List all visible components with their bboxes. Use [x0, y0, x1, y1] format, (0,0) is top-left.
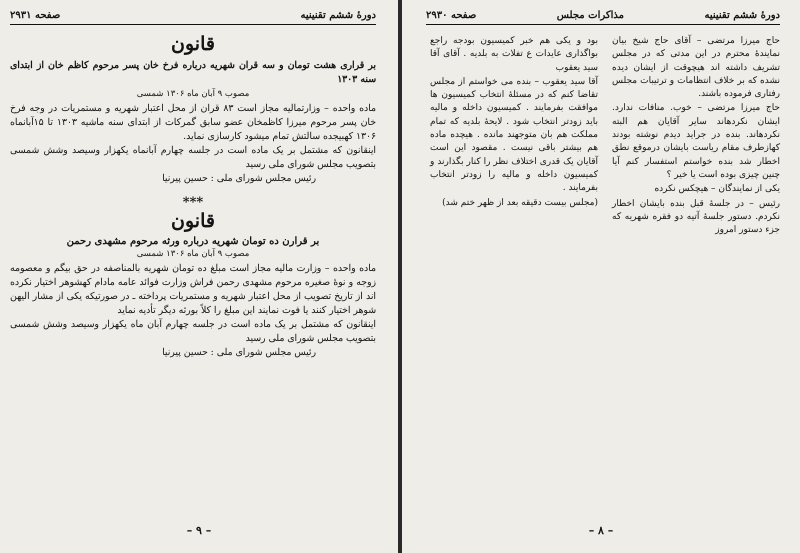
law1-subtitle: بر قراری هشت تومان و سه قران شهریه درباره فرخ خان پسر مرحوم کاظم خان از ابتدای سنه ۱۳۰۳: [10, 60, 376, 85]
law2-closing: اینقانون که مشتمل بر یک ماده است در جلسه چهارم آبان ماه یکهزار وسیصد وشش شمسی بتصویب مجلس شورای ملی رسید: [10, 319, 376, 344]
law2-signature: رئیس مجلس شورای ملی : حسین پیرنیا: [162, 347, 316, 358]
page-number-right: – ۸ –: [588, 524, 614, 537]
law1-closing: اینقانون که مشتمل بر یک ماده است در جلسه چهارم آبانماه یکهزار وسیصد وشش شمسی بتصویب مجلس شورای ملی رسید: [10, 145, 376, 170]
law2-title: قانون: [171, 210, 215, 232]
law1-title: قانون: [171, 33, 215, 55]
law1-signature: رئیس مجلس شورای ملی : حسین پیرنیا: [162, 173, 316, 184]
paragraph: بود و یکی هم خبر کمیسیون بودجه راجع بواگذاری عایدات ع تفلات به بلدیه . آقای آقا سید یعقوب: [430, 36, 598, 73]
header-proceedings-title: مذاکرات مجلس: [556, 9, 625, 21]
column-right: [612, 35, 780, 238]
paragraph: آقا سید یعقوب – بنده می خواستم از مجلس تقاضا کنم که در مسئلهٔ انتخاب کمیسیون ها موافقت بفرمایند . کمیسیون داخله و مالیه باید زودتر انتخاب شود . لایحهٔ بلدیه که تمام مملکت هم بان متوجهند مانده . هیچده ماده هم بیشتر باقی نیست . مقصود این است آقایان یک قدری اختلاف نظر را کنار بگذارند و کمیسیون داخله و مالیه را زودتر انتخاب بفرمایند .: [430, 76, 598, 194]
header-session-title: دورهٔ ششم تقنینیه: [300, 9, 376, 21]
two-column-text: [426, 35, 780, 238]
paragraph: حاج میرزا مرتضی – آقای حاج شیخ بیان نمایندهٔ محترم در این مدتی که در مجلس تشریف داشته اند هیچوقت از ایشان دیده نشده که بر خلاف انتظامات و ترتیبات مجلس رفتاری فرموده باشند.: [612, 36, 780, 100]
paragraph: یکی از نمایندگان – هیچکس نکرده: [654, 184, 780, 195]
left-page: [0, 0, 398, 553]
running-header-left-page: [10, 8, 376, 25]
paragraph: رئیس – در جلسهٔ قبل بنده بایشان اخطار نکردم. دستور جلسهٔ آتیه دو فقره شهریه که جزء دستور امروز: [612, 198, 780, 236]
session-closing-note: (مجلس بیست دقیقه بعد از ظهر ختم شد): [442, 197, 598, 208]
column-left: [430, 35, 598, 238]
law2-date: مصوب ۹ آبان ماه ۱۳۰۶ شمسی: [136, 249, 250, 259]
header-session-title: دورهٔ ششم تقنینیه: [704, 9, 780, 21]
paragraph: حاج میرزا مرتضی – خوب. منافات ندارد. ایشان نکردهاند سایر آقایان هم البته نکردهاند. بنده در جراید دیدم نوشته بودند کهازطرف مقام ریاست بایشان درموقع نطق اخطار شد بنده خواستم استفسار کنم آیا چنین چیزی بوده است یا خیر ؟: [612, 103, 780, 180]
law2-body: ماده واحده – وزارت مالیه مجاز است مبلغ ده تومان شهریه بالمناصفه در حق بیگم و معصومه زوجه و نوهٔ صغیره مرحوم مشهدی رحمن فراش وزارت فوائد عامه مادام کهشوهر اختیار نکرده اند از تاریخ تصویب از محل اعتبار شهریه و مستمریات پرداخته ـ در صورتیکه یکی از مشار الیهن شوهر اختیار کنند یا فوت نمایند این مبلغ را کلاً بورثه دیگر تأدیه نماید: [10, 263, 376, 316]
law1-body: ماده واحده – وزارتمالیه مجاز است ۸۳ قران از محل اعتبار شهریه و مستمریات در وجه فرخ خان پسر مرحوم میرزا کاظمخان عضو سابق گمرکات از ابتدای سنه ماشیه ۱۳۰۳ تا ۱۵آبانماه ۱۳۰۶ کهبیجده سالتش تمام میشود کارسازی نماید.: [10, 103, 376, 142]
right-page: [402, 0, 800, 553]
law1-date: مصوب ۹ آبان ماه ۱۳۰۶ شمسی: [136, 89, 250, 99]
page-number-left: – ۹ –: [186, 524, 212, 537]
separator-stars: ***: [182, 195, 204, 210]
header-page-label: صفحه ۲۹۳۱: [10, 9, 61, 21]
law2-subtitle: بر قرارن ده تومان شهریه درباره ورثه مرحوم مشهدی رحمن: [66, 236, 320, 247]
running-header-right-page: [426, 8, 780, 25]
header-page-label: صفحه ۲۹۳۰: [426, 9, 477, 21]
